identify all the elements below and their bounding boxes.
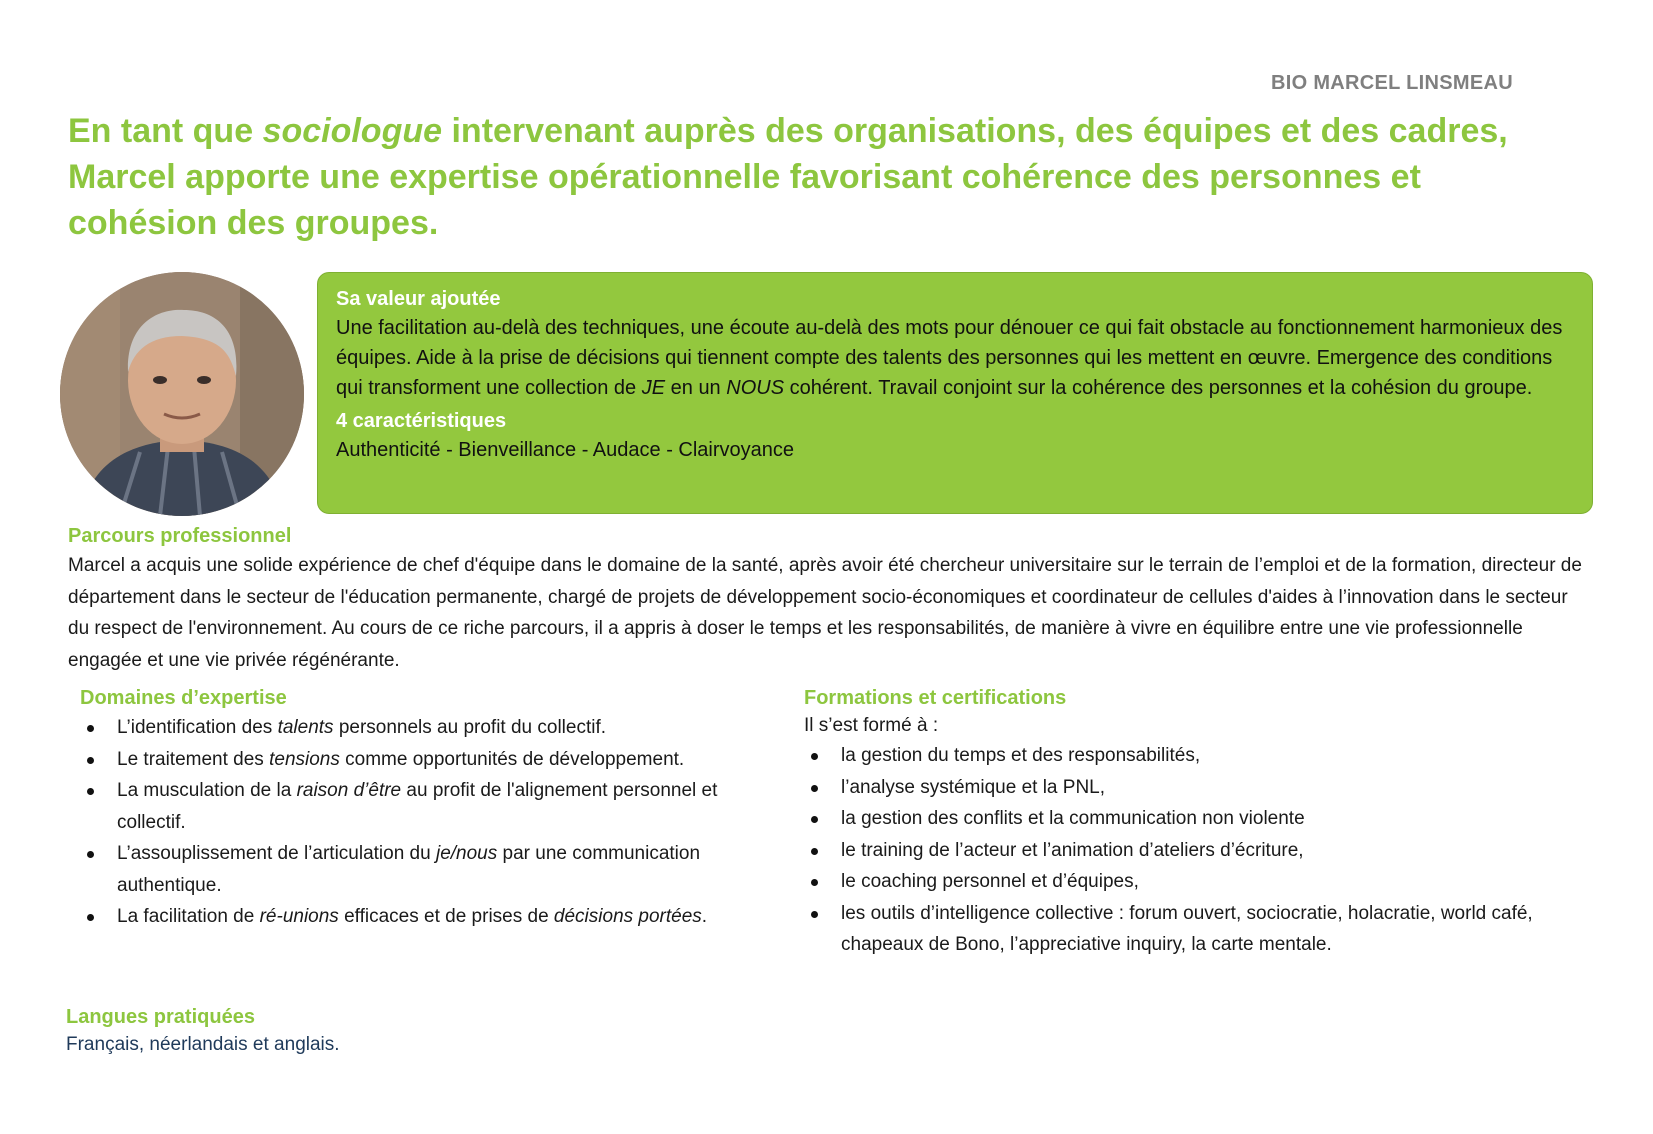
training-intro: Il s’est formé à : bbox=[804, 715, 939, 736]
training-list bbox=[804, 740, 1584, 961]
list-item: L’identification des talents personnels au profit du collectif. bbox=[80, 712, 720, 744]
added-value-heading: Sa valeur ajoutée bbox=[336, 288, 501, 310]
document-header-label: BIO MARCEL LINSMEAU bbox=[1271, 72, 1513, 94]
list-item: le training de l’acteur et l’animation d’ateliers d’écriture, bbox=[804, 835, 1584, 867]
bullet-icon bbox=[87, 914, 94, 921]
added-value-je: JE bbox=[641, 377, 666, 399]
languages-section bbox=[66, 1003, 340, 1059]
expertise-list bbox=[80, 712, 720, 933]
career-text: Marcel a acquis une solide expérience de chef d'équipe dans le domaine de la santé, après avoir été chercheur universitaire sur le terrain de l’emploi et de la formation, directeur de département dans le secteur de l'éducation permanente, chargé de projets de développement socio-économiques et coordinateur de cellules d'aides à l’innovation dans le secteur du respect de l'environnement. Au cours de ce riche parcours, il a appris à doser le temps et les responsabilités, de manière à vivre en équilibre entre une vie professionnelle engagée et une vie privée régénérante. bbox=[68, 555, 1582, 671]
list-item: La musculation de la raison d’être au profit de l'alignement personnel et collectif. bbox=[80, 775, 720, 838]
portrait-photo bbox=[60, 272, 304, 516]
career-section bbox=[68, 522, 1588, 676]
career-title: Parcours professionnel bbox=[68, 525, 292, 547]
training-section bbox=[804, 684, 1584, 961]
list-item: La facilitation de ré-unions efficaces et de prises de décisions portées. bbox=[80, 901, 720, 933]
bullet-icon bbox=[811, 785, 818, 792]
training-title: Formations et certifications bbox=[804, 687, 1067, 709]
list-item: la gestion du temps et des responsabilités, bbox=[804, 740, 1584, 772]
bullet-icon bbox=[87, 851, 94, 858]
headline-italic: sociologue bbox=[262, 112, 443, 150]
added-value-nous: NOUS bbox=[726, 377, 785, 399]
added-value-text-c: cohérent. Travail conjoint sur la cohérence des personnes et la cohésion du groupe. bbox=[784, 377, 1533, 399]
languages-text: Français, néerlandais et anglais. bbox=[66, 1034, 340, 1055]
bullet-icon bbox=[87, 725, 94, 732]
list-item: l’analyse systémique et la PNL, bbox=[804, 772, 1584, 804]
bullet-icon bbox=[87, 757, 94, 764]
headline-part1: En tant que bbox=[68, 112, 263, 150]
expertise-section bbox=[80, 684, 720, 933]
bullet-icon bbox=[811, 848, 818, 855]
bullet-icon bbox=[811, 753, 818, 760]
list-item: les outils d’intelligence collective : forum ouvert, sociocratie, holacratie, world café, chapeaux de Bono, l’appreciative inquiry, la carte mentale. bbox=[804, 898, 1584, 961]
characteristics-heading: 4 caractéristiques bbox=[336, 410, 507, 432]
portrait-illustration bbox=[60, 272, 304, 516]
list-item: le coaching personnel et d’équipes, bbox=[804, 866, 1584, 898]
list-item: Le traitement des tensions comme opportunités de développement. bbox=[80, 744, 720, 776]
added-value-text-a: Une facilitation au-delà des techniques, une écoute au-delà des mots pour dénouer ce qui fait obstacle au fonctionnement harmonieux des équipes. Aide à la prise de décisions qui tiennent compte des talents des personnes qui les mettent en œuvre. Emergence des conditions qui transforment une collection de bbox=[336, 317, 1563, 399]
headline-part2: intervenant auprès des organisations, des équipes et des cadres, Marcel apporte une expertise opérationnelle favorisant cohérence des personnes et cohésion des groupes. bbox=[68, 112, 1508, 242]
bullet-icon bbox=[811, 911, 818, 918]
bullet-icon bbox=[87, 788, 94, 795]
characteristics-list: Authenticité - Bienveillance - Audace - Clairvoyance bbox=[336, 439, 795, 461]
added-value-box bbox=[317, 272, 1593, 514]
list-item: la gestion des conflits et la communication non violente bbox=[804, 803, 1584, 835]
added-value-text-b: en un bbox=[665, 377, 727, 399]
bullet-icon bbox=[811, 879, 818, 886]
list-item: L’assouplissement de l’articulation du je/nous par une communication authentique. bbox=[80, 838, 720, 901]
bullet-icon bbox=[811, 816, 818, 823]
expertise-title: Domaines d’expertise bbox=[80, 687, 287, 709]
languages-title: Langues pratiquées bbox=[66, 1006, 255, 1028]
added-value-text bbox=[336, 313, 1574, 403]
headline bbox=[68, 108, 1548, 246]
